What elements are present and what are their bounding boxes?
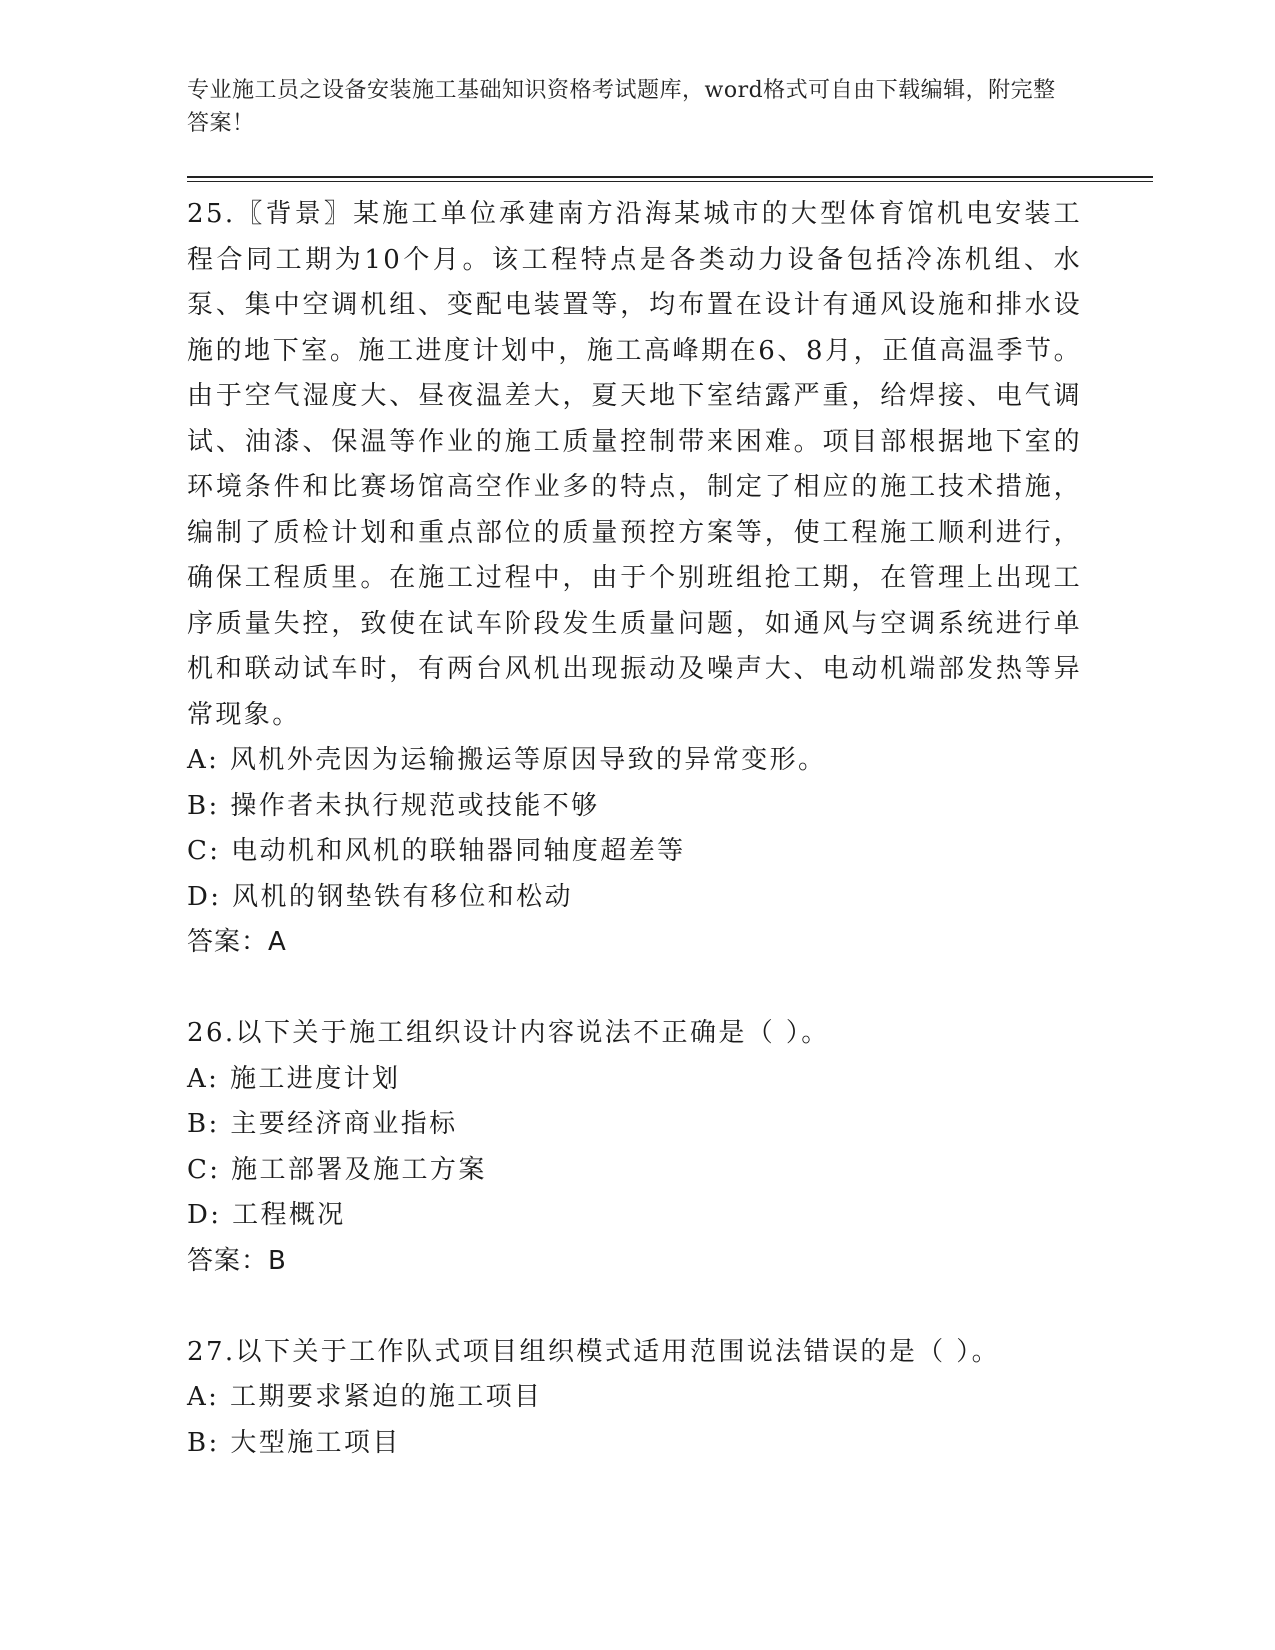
question-spacer [187,966,1082,1012]
question-stem: 26.以下关于施工组织设计内容说法不正确是（ ）。 [187,1018,830,1048]
option-b: B: 操作者未执行规范或技能不够 [187,790,600,821]
option-a: A: 风机外壳因为运输搬运等原因导致的异常变形。 [187,745,827,775]
question-25 [187,192,1082,966]
document-header: 专业施工员之设备安装施工基础知识资格考试题库，word格式可自由下载编辑，附完整答案！ [187,78,1056,136]
question-list [187,192,1082,1466]
question-stem: 25.〖背景〗某施工单位承建南方沿海某城市的大型体育馆机电安装工程合同工期为10个月。该工程特点是各类动力设备包括冷冻机组、水泵、集中空调机组、变配电装置等，均布置在设计有通风设施和排水设施的地下室。施工进度计划中，施工高峰期在6、8月，正值高温季节。由于空气湿度大、昼夜温差大，夏天地下室结露严重，给焊接、电气调试、油漆、保温等作业的施工质量控制带来困难。项目部根据地下室的环境条件和比赛场馆高空作业多的特点，制定了相应的施工技术措施，编制了质检计划和重点部位的质量预控方案等，使工程施工顺利进行，确保工程质里。在施工过程中，由于个别班组抢工期，在管理上出现工序质量失控，致使在试车阶段发生质量问题，如通风与空调系统进行单机和联动试车时，有两台风机出现振动及噪声大、电动机端部发热等异常现象。 [187,199,1082,730]
option-a: A: 工期要求紧迫的施工项目 [187,1382,543,1412]
question-spacer [187,1284,1082,1330]
option-d: D: 工程概况 [187,1200,346,1230]
option-a: A: 施工进度计划 [187,1063,401,1094]
answer-line: 答案：A [187,927,287,957]
option-d: D: 风机的钢垫铁有移位和松动 [187,881,573,912]
option-b: B: 大型施工项目 [187,1427,401,1458]
header-rule-thick [187,176,1153,178]
option-c: C: 施工部署及施工方案 [187,1154,487,1185]
option-c: C: 电动机和风机的联轴器同轴度超差等 [187,836,686,866]
question-27 [187,1330,1082,1467]
header-rule-thin [187,181,1153,182]
option-b: B: 主要经济商业指标 [187,1109,458,1139]
answer-line: 答案：B [187,1245,287,1276]
question-26 [187,1011,1082,1284]
question-stem: 27.以下关于工作队式项目组织模式适用范围说法错误的是（ ）。 [187,1336,1001,1367]
